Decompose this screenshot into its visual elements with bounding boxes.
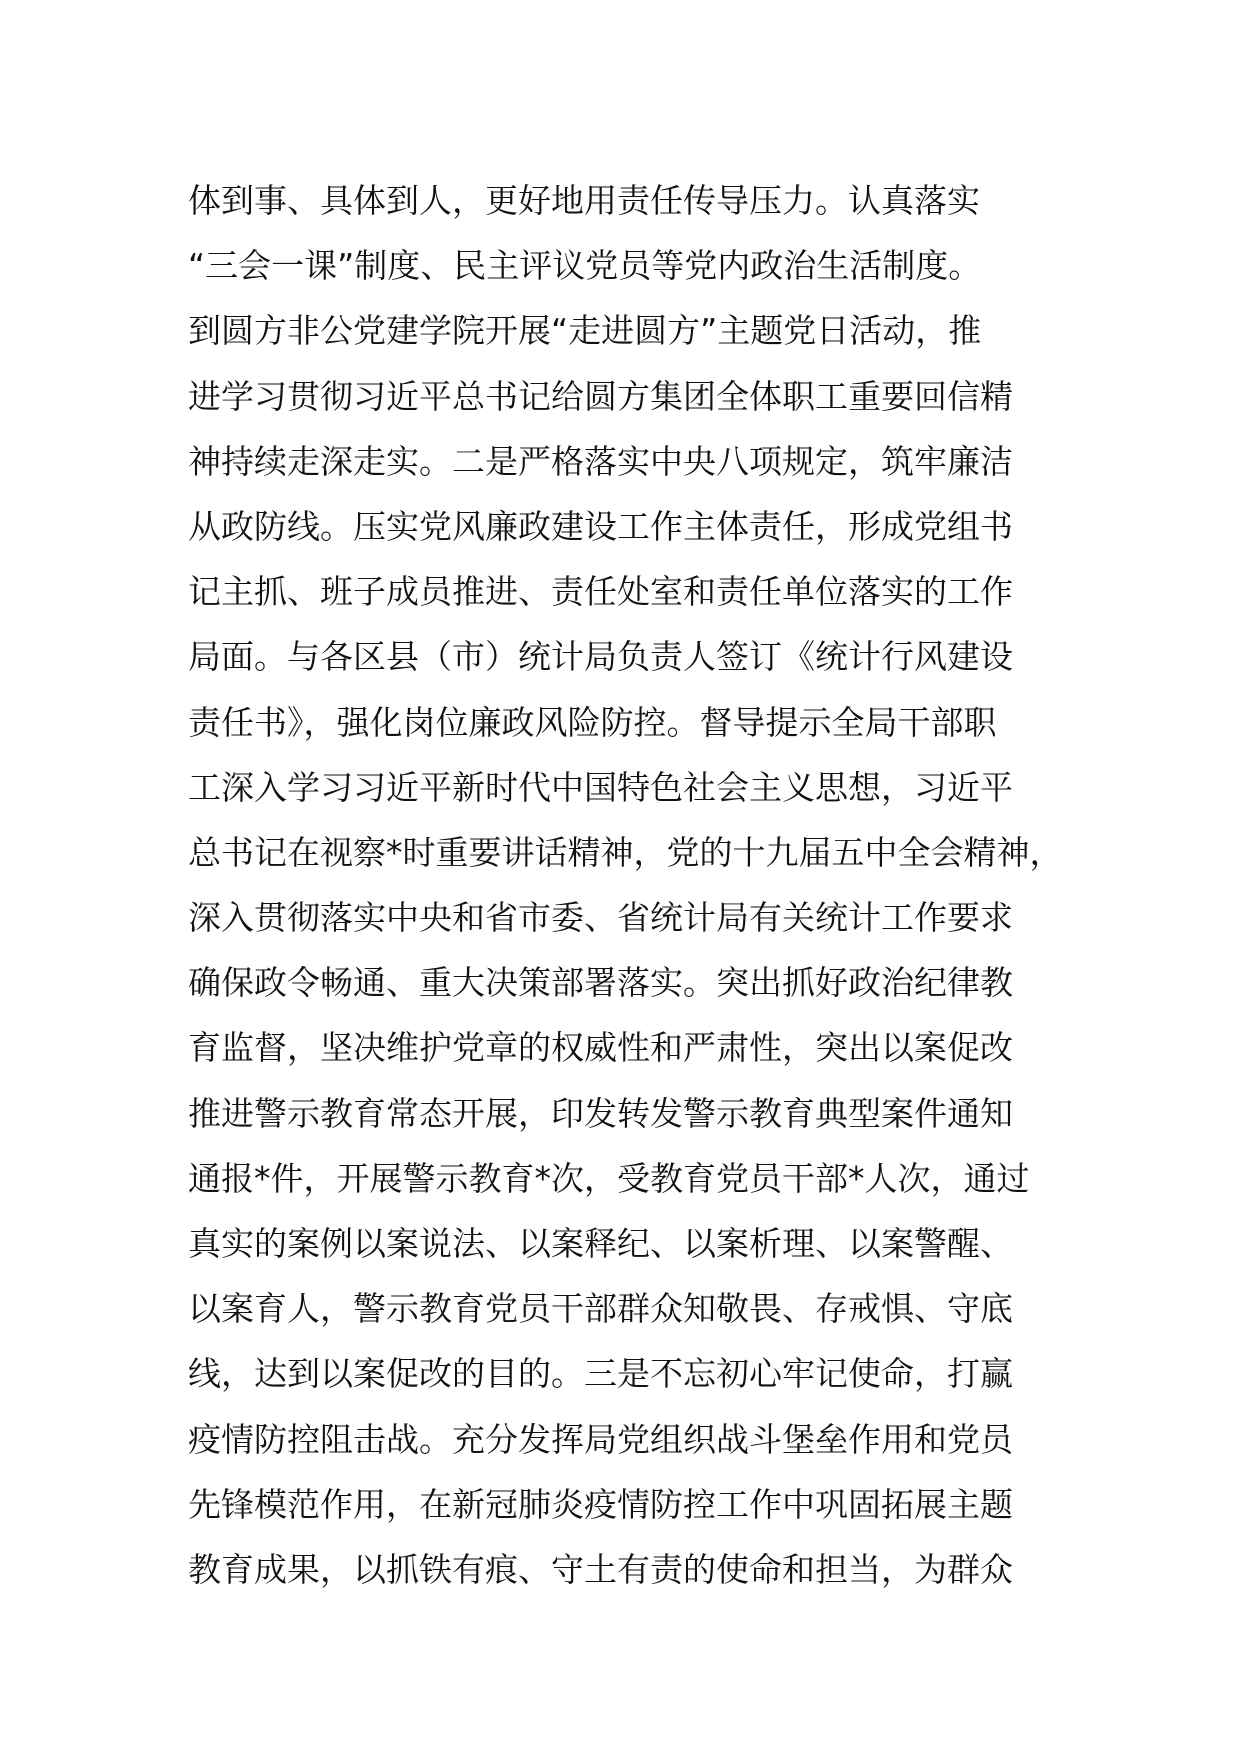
text-line: 深入贯彻落实中央和省市委、省统计局有关统计工作要求 <box>188 898 1013 938</box>
text-line: 体到事、具体到人，更好地用责任传导压力。认真落实 <box>188 181 980 220</box>
text-line: 进学习贯彻习近平总书记给圆方集团全体职工重要回信精 <box>188 376 1013 416</box>
text-line: 育监督，坚决维护党章的权威性和严肃性，突出以案促改 <box>188 1028 1013 1068</box>
text-line: 确保政令畅通、重大决策部署落实。突出抓好政治纪律教 <box>188 963 1013 1003</box>
text-line: 责任书》，强化岗位廉政风险防控。督导提示全局干部职 <box>188 702 997 742</box>
text-line: 真实的案例以案说法、以案释纪、以案析理、以案警醒、 <box>188 1224 1013 1263</box>
text-line: 神持续走深走实。二是严格落实中央八项规定，筑牢廉洁 <box>188 441 1013 481</box>
body-text <box>188 168 1088 1602</box>
text-line: 总书记在视察*时重要讲话精神，党的十九届五中全会精神， <box>188 832 1063 872</box>
text-line: 记主抓、班子成员推进、责任处室和责任单位落实的工作 <box>188 572 1013 612</box>
text-line: 疫情防控阻击战。充分发挥局党组织战斗堡垒作用和党员 <box>188 1419 1013 1459</box>
text-line: 以案育人，警示教育党员干部群众知敬畏、存戒惧、守底 <box>188 1289 1013 1329</box>
text-line: 先锋模范作用，在新冠肺炎疫情防控工作中巩固拓展主题 <box>188 1484 1013 1524</box>
text-line: 局面。与各区县（市）统计局负责人签订《统计行风建设 <box>188 637 1013 677</box>
text-line: 从政防线。压实党风廉政建设工作主体责任，形成党组书 <box>188 506 1013 546</box>
text-line: 教育成果，以抓铁有痕、守土有责的使命和担当，为群众 <box>188 1549 1013 1589</box>
text-line: 工深入学习习近平新时代中国特色社会主义思想，习近平 <box>188 767 1013 807</box>
text-line: 到圆方非公党建学院开展“走进圆方”主题党日活动，推 <box>188 311 982 351</box>
text-line: “三会一课”制度、民主评议党员等党内政治生活制度。 <box>188 246 982 286</box>
text-line: 通报*件，开展警示教育*次，受教育党员干部*人次，通过 <box>188 1158 1030 1198</box>
text-line: 线，达到以案促改的目的。三是不忘初心牢记使命，打赢 <box>188 1354 1013 1394</box>
text-line: 推进警示教育常态开展，印发转发警示教育典型案件通知 <box>188 1093 1013 1133</box>
